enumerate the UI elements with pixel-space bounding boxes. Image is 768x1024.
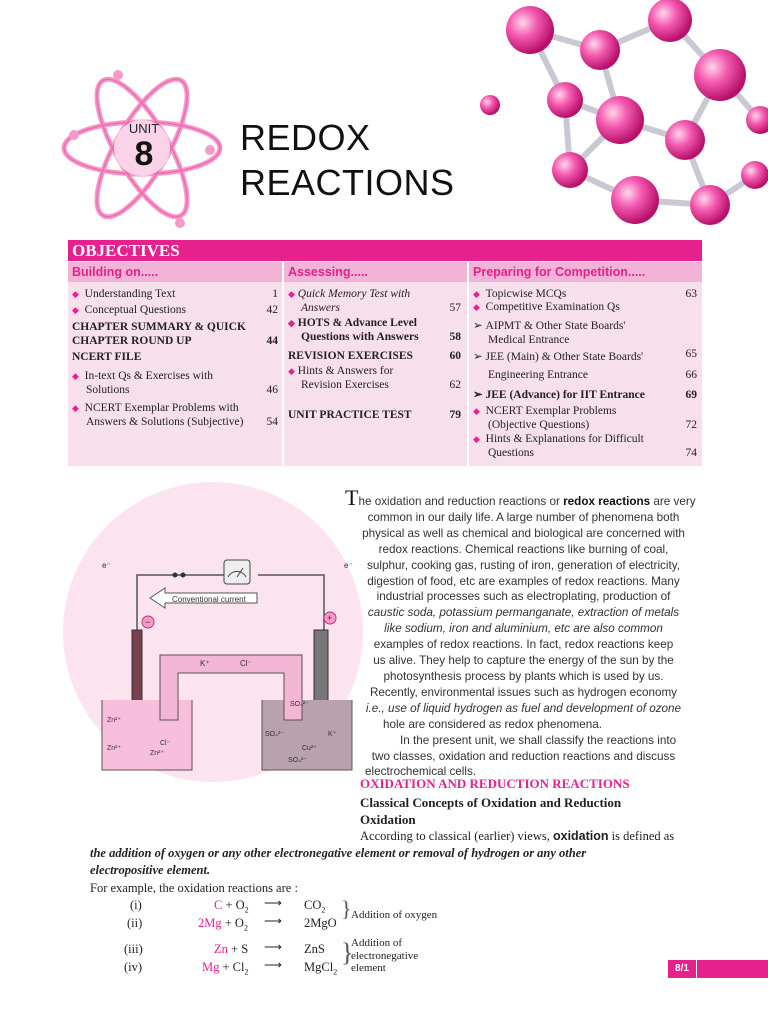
svg-text:e⁻: e⁻ — [102, 561, 111, 570]
list-item: REVISION EXERCISES 60 — [288, 350, 461, 362]
intro-paragraph: The oxidation and reduction reactions or redox reactions are very common in our daily life. A large number of phenomena both physical as well as chemical and biological are concerned with redox reactions. Chemical reactions like burning of coal, sulphur, cooking gas, rusting of iron, generation of electricity, digestion of food, etc are examples of redox reactions. Many industrial processes such as electroplating, production of caustic soda, potassium permanganate, extraction of metals like sodium, iron and aluminium, etc are also common examples of redox reactions. In fact, redox reactions keep us alive. They help to capture the energy of the sun by the photosynthesis process by plants which is used by us. Recently, environmental issues such as hydrogen economy i.e., use of liquid hydrogen as fuel and development of ozone hole are considered as redox phenomena. In the present unit, we shall classify the reactions into two classes, oxidation and reduction reactions and discuss electrochemical cells. — [345, 485, 696, 779]
galvanic-cell-figure — [62, 480, 364, 785]
svg-text:e⁻: e⁻ — [344, 561, 353, 570]
diamond-bullet-icon: ◆ — [288, 366, 295, 376]
reaction-lhs: Zn + S — [214, 942, 249, 956]
svg-text:Zn²⁺: Zn²⁺ — [107, 717, 122, 724]
svg-text:SO₄²⁻: SO₄²⁻ — [290, 701, 309, 708]
brace-label: Addition of oxygen — [351, 909, 438, 921]
svg-text:Zn²⁺: Zn²⁺ — [150, 750, 165, 757]
reaction-label: (iii) — [124, 942, 143, 956]
drop-cap: T — [345, 485, 359, 510]
diamond-bullet-icon: ◆ — [473, 302, 480, 312]
arrow-bullet-icon: ➢ — [473, 351, 483, 363]
reaction-rhs: $CO_2$ — [304, 898, 326, 915]
svg-text:+: + — [327, 613, 333, 623]
list-item: ◆ Hints & Explanations for Difficult Questions 74 — [473, 433, 697, 459]
reaction-label: (i) — [130, 898, 142, 912]
list-item: ◆ Competitive Examination Qs — [473, 301, 620, 313]
list-item: UNIT PRACTICE TEST 79 — [288, 409, 461, 421]
svg-text:SO₄²⁻: SO₄²⁻ — [265, 731, 284, 738]
column-divider — [282, 262, 284, 466]
column-divider — [467, 262, 469, 466]
list-item: ➢ JEE (Main) & Other State Boards' Engineering Entrance 66 — [473, 351, 697, 381]
unit-number: 8 — [134, 135, 154, 173]
reaction-arrow: ⟶ — [264, 896, 282, 910]
brace-icon: } — [341, 938, 354, 967]
subheading: Classical Concepts of Oxidation and Reduction Oxidation — [360, 795, 622, 827]
svg-text:Cl⁻: Cl⁻ — [240, 659, 252, 668]
diamond-bullet-icon: ◆ — [288, 318, 295, 328]
list-item: ◆ Topicwise MCQs 63 — [473, 288, 697, 300]
list-item: CHAPTER SUMMARY & QUICK CHAPTER ROUND UP 44 — [72, 321, 278, 347]
page-number: 8/1 — [668, 960, 697, 978]
arrow-bullet-icon: ➢ — [473, 389, 483, 401]
col-head-assessing: Assessing..... — [284, 262, 467, 282]
svg-text:SO₄²⁻: SO₄²⁻ — [288, 757, 307, 764]
current-label: Conventional current — [172, 595, 246, 604]
reaction-lhs: $2Mg + O_2$ — [198, 916, 248, 933]
diamond-bullet-icon: ◆ — [72, 371, 79, 381]
svg-text:K⁺: K⁺ — [328, 731, 337, 738]
list-item: ◆ NCERT Exemplar Problems (Objective Questions) 72 — [473, 405, 697, 431]
chapter-title-line1: REDOX — [240, 117, 371, 158]
reaction-rhs: 2MgO — [304, 916, 337, 930]
reaction-label: (iv) — [124, 960, 143, 974]
diamond-bullet-icon: ◆ — [473, 434, 480, 444]
svg-text:Zn²⁺: Zn²⁺ — [107, 745, 122, 752]
molecule-illustration — [470, 0, 768, 235]
svg-text:−: − — [145, 617, 151, 627]
col-head-building: Building on..... — [68, 262, 282, 282]
diamond-bullet-icon: ◆ — [72, 403, 79, 413]
svg-text:K⁺: K⁺ — [200, 659, 210, 668]
list-item: ◆ Hints & Answers for Revision Exercises 62 — [288, 365, 461, 391]
list-item: ➢ AIPMT & Other State Boards' Medical Entrance 65 — [473, 320, 697, 360]
list-item: ◆ NCERT Exemplar Problems with Answers & Solutions (Subjective) 54 — [72, 402, 278, 428]
brace-label: Addition of electronegative element — [351, 937, 419, 974]
list-item: ➢ JEE (Advance) for IIT Entrance 69 — [473, 389, 697, 401]
diamond-bullet-icon: ◆ — [72, 289, 79, 299]
diamond-bullet-icon: ◆ — [473, 406, 480, 416]
reaction-arrow: ⟶ — [264, 940, 282, 954]
chapter-title-line2: REACTIONS — [240, 162, 455, 203]
diamond-bullet-icon: ◆ — [473, 289, 480, 299]
list-item: ◆ Quick Memory Test with Answers 57 — [288, 288, 461, 314]
svg-text:Cu²⁺: Cu²⁺ — [302, 745, 317, 752]
list-item: ◆ Conceptual Questions 42 — [72, 304, 278, 316]
reaction-lhs: $Mg + Cl_2$ — [202, 960, 249, 977]
reaction-rhs: MgCl$_2$ — [304, 960, 338, 977]
definition-body: the addition of oxygen or any other electronegative element or removal of hydrogen or any other electropositive element. — [90, 846, 587, 877]
arrow-bullet-icon: ➢ — [473, 320, 483, 332]
col-head-competition: Preparing for Competition..... — [469, 262, 702, 282]
objectives-label: OBJECTIVES — [72, 241, 180, 260]
objectives-bar — [68, 240, 702, 261]
section-heading: OXIDATION AND REDUCTION REACTIONS — [360, 776, 630, 791]
diamond-bullet-icon: ◆ — [288, 289, 295, 299]
definition-lead: According to classical (earlier) views, oxidation is defined as — [360, 829, 675, 843]
unit-label: UNIT — [128, 121, 160, 136]
reaction-arrow: ⟶ — [264, 958, 282, 972]
example-lead: For example, the oxidation reactions are : — [90, 881, 298, 895]
list-item: ◆ Understanding Text 1 — [72, 288, 278, 300]
list-item: ◆ In-text Qs & Exercises with Solutions 46 — [72, 370, 278, 396]
reaction-label: (ii) — [127, 916, 143, 930]
reaction-lhs: $C + O_2$ — [214, 898, 249, 915]
list-item: ◆ HOTS & Advance Level Questions with Answers 58 — [288, 317, 461, 343]
svg-text:Cl⁻: Cl⁻ — [160, 740, 171, 747]
reaction-rhs: ZnS — [304, 942, 325, 956]
reaction-arrow: ⟶ — [264, 914, 282, 928]
diamond-bullet-icon: ◆ — [72, 305, 79, 315]
list-item: NCERT FILE — [72, 351, 142, 363]
brace-icon: } — [341, 896, 352, 921]
